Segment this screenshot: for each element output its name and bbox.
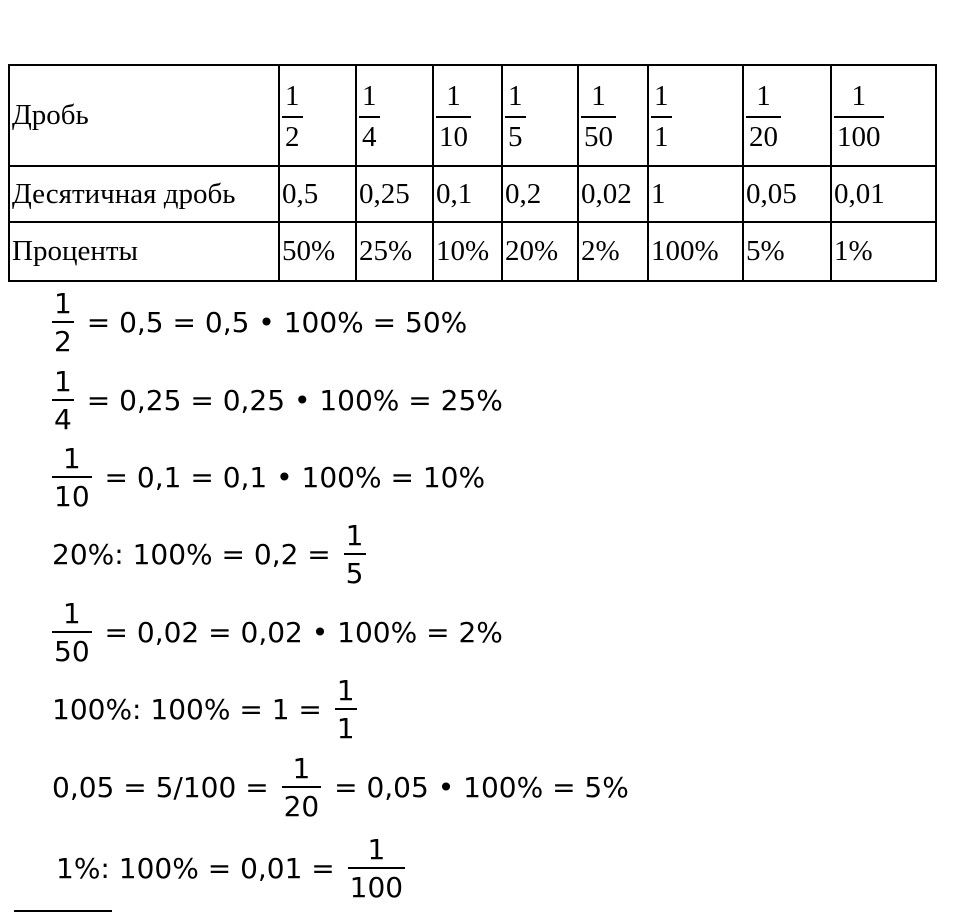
equation-text: = 0,1 = 0,1 • 100% = 10% — [95, 460, 486, 494]
fraction-row — [9, 65, 936, 166]
equation-one-quarter — [52, 366, 503, 436]
equation-one-twentieth — [52, 753, 629, 823]
equation-text: = 0,02 = 0,02 • 100% = 2% — [95, 615, 503, 649]
percent-cell: 100% — [648, 222, 743, 281]
equation-twenty-percent — [52, 520, 370, 590]
fraction-cell: $\frac{1}{100}$ — [831, 65, 936, 166]
fraction: 1 5 — [345, 519, 364, 591]
equation-text: = 0,05 • 100% = 5% — [325, 770, 629, 804]
decimal-cell: 0,01 — [831, 166, 936, 222]
percent-cell: 2% — [578, 222, 648, 281]
row-label-decimal: Десятичная дробь — [9, 166, 279, 222]
fraction: 1 1 — [336, 674, 355, 746]
fraction: 1 10 — [54, 442, 90, 514]
fraction: 1 50 — [54, 597, 90, 669]
decimal-cell: 0,1 — [433, 166, 502, 222]
equation-one-half — [52, 288, 467, 358]
fraction-cell: $\frac{1}{10}$ — [433, 65, 502, 166]
fraction: 1 20 — [283, 752, 320, 824]
equation-one-percent — [56, 834, 409, 904]
fraction-cell: $\frac{1}{50}$ — [578, 65, 648, 166]
fraction: 1 100 — [349, 833, 404, 905]
equation-hundred-percent — [52, 675, 361, 745]
fraction-cell: $\frac{1}{2}$ — [279, 65, 356, 166]
fraction: 1 4 — [54, 365, 72, 437]
fraction: 1 2 — [54, 287, 72, 359]
percent-cell: 10% — [433, 222, 502, 281]
row-label-percent: Проценты — [9, 222, 279, 281]
percent-row — [9, 222, 936, 281]
equation-one-fiftieth — [52, 598, 503, 668]
row-label-fraction: Дробь — [9, 65, 279, 166]
decimal-cell: 0,25 — [356, 166, 433, 222]
equation-text: 1%: 100% = 0,01 = — [56, 851, 344, 885]
equation-text: = 0,25 = 0,25 • 100% = 25% — [77, 383, 503, 417]
fraction-cell: $\frac{1}{1}$ — [648, 65, 743, 166]
equation-text: 20%: 100% = 0,2 = — [52, 537, 340, 571]
decimal-cell: 0,5 — [279, 166, 356, 222]
percent-cell: 25% — [356, 222, 433, 281]
equation-text: = 0,5 = 0,5 • 100% = 50% — [77, 305, 468, 339]
percent-cell: 20% — [502, 222, 578, 281]
fraction-cell: $\frac{1}{20}$ — [743, 65, 831, 166]
decimal-cell: 1 — [648, 166, 743, 222]
percent-cell: 50% — [279, 222, 356, 281]
fraction-cell: $\frac{1}{5}$ — [502, 65, 578, 166]
equation-text: 0,05 = 5/100 = — [52, 770, 278, 804]
percent-cell: 5% — [743, 222, 831, 281]
decimal-cell: 0,05 — [743, 166, 831, 222]
fraction-conversion-table — [8, 64, 937, 282]
equation-text: 100%: 100% = 1 = — [52, 692, 331, 726]
fraction-cell: $\frac{1}{4}$ — [356, 65, 433, 166]
decimal-cell: 0,02 — [578, 166, 648, 222]
decimal-cell: 0,2 — [502, 166, 578, 222]
decimal-row — [9, 166, 936, 222]
footnote-divider — [14, 910, 112, 912]
percent-cell: 1% — [831, 222, 936, 281]
equation-one-tenth — [52, 443, 485, 513]
